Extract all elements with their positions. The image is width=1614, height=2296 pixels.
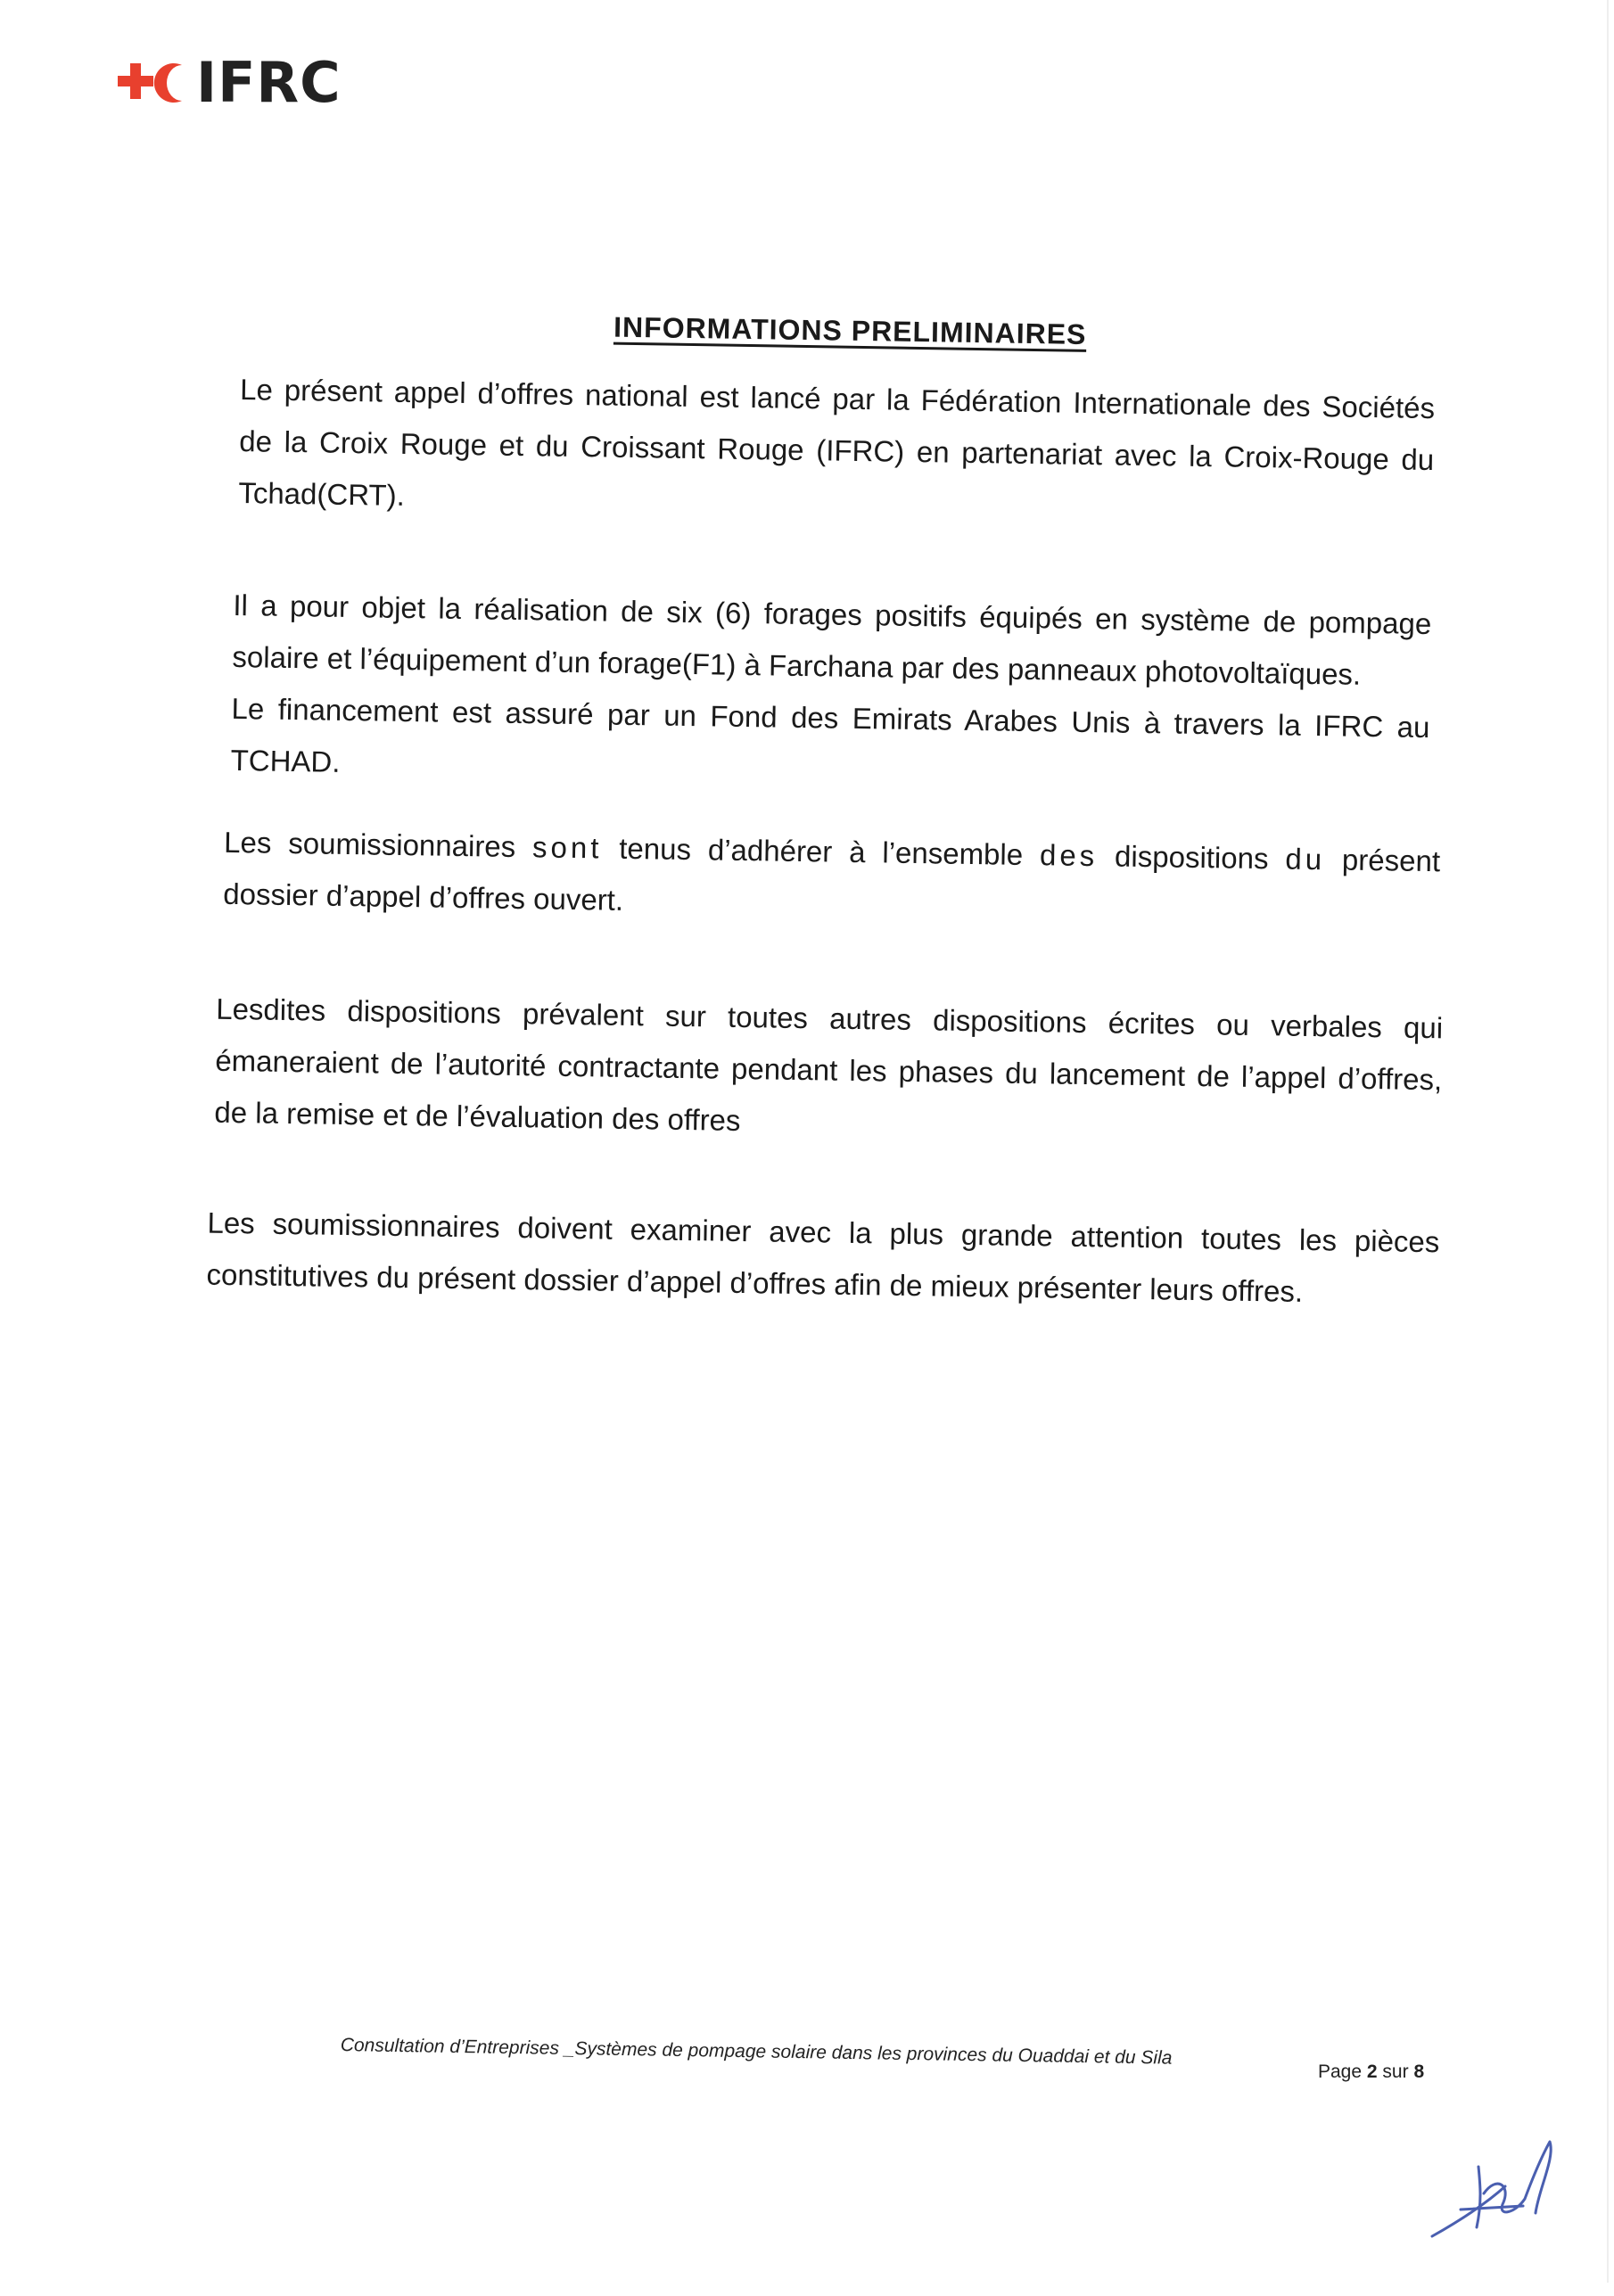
paragraph-examen: Les soumissionnaires doivent examiner avec la plus grande attention toutes les pièces constitutives du présent dossier d’appel d’offres afin de mieux présenter leurs offres. xyxy=(206,1206,1440,1308)
paragraph-objet xyxy=(230,580,1431,805)
page-number xyxy=(1318,2061,1424,2083)
logo-text: IFRC xyxy=(196,50,342,115)
page-title: INFORMATIONS PRELIMINAIRES xyxy=(613,310,1087,350)
paragraph-financement-text: Le financement est assuré par un Fond des Emirats Arabes Unis à travers la IFRC au TCHAD. xyxy=(230,691,1430,778)
p3-mid: tenus d’adhérer à l’ensemble xyxy=(619,831,1024,871)
paragraph-soumissionnaires xyxy=(223,817,1441,939)
page-current: 2 xyxy=(1366,2061,1378,2082)
p3-dispositions: dispositions xyxy=(1114,839,1269,876)
paragraph-dispositions: Lesdites dispositions prévalent sur toutes autres dispositions écrites ou verbales qui émaneraient de l’autorité contractante pendant les phases du lancement de l’appel d’offres, de la remise et de l’évaluation des offres xyxy=(214,992,1444,1137)
page-total: 8 xyxy=(1413,2061,1425,2082)
p3-des: des xyxy=(1039,838,1099,873)
footer-text: Consultation d’Entreprises _Systèmes de pompage solaire dans les provinces du Ouaddai et du Sila xyxy=(340,2035,1173,2069)
handwritten-signature xyxy=(1425,2131,1568,2251)
p3-sont: sont xyxy=(531,830,603,865)
paragraph-objet-text: Il a pour objet la réalisation de six (6) forages positifs équipés en système de pompage solaire et l’équipement d’un forage(F1) à Farchana par des panneaux photovoltaïques. xyxy=(232,588,1432,691)
signature-icon xyxy=(1425,2131,1568,2247)
p3-start: Les soumissionnaires xyxy=(223,825,516,863)
page-sep: sur xyxy=(1382,2061,1409,2082)
paragraph-intro: Le présent appel d’offres national est lancé par la Fédération Internationale des Sociétés de la Croix Rouge et du Croissant Rouge (IFRC) en partenariat avec la Croix-Rouge du Tchad(CRT). xyxy=(238,373,1436,512)
scan-edge xyxy=(1607,0,1609,2283)
p3-du: du xyxy=(1285,842,1326,876)
page-label: Page xyxy=(1318,2061,1363,2082)
p3-end: présent dossier d’appel d’offres ouvert. xyxy=(223,843,1441,917)
